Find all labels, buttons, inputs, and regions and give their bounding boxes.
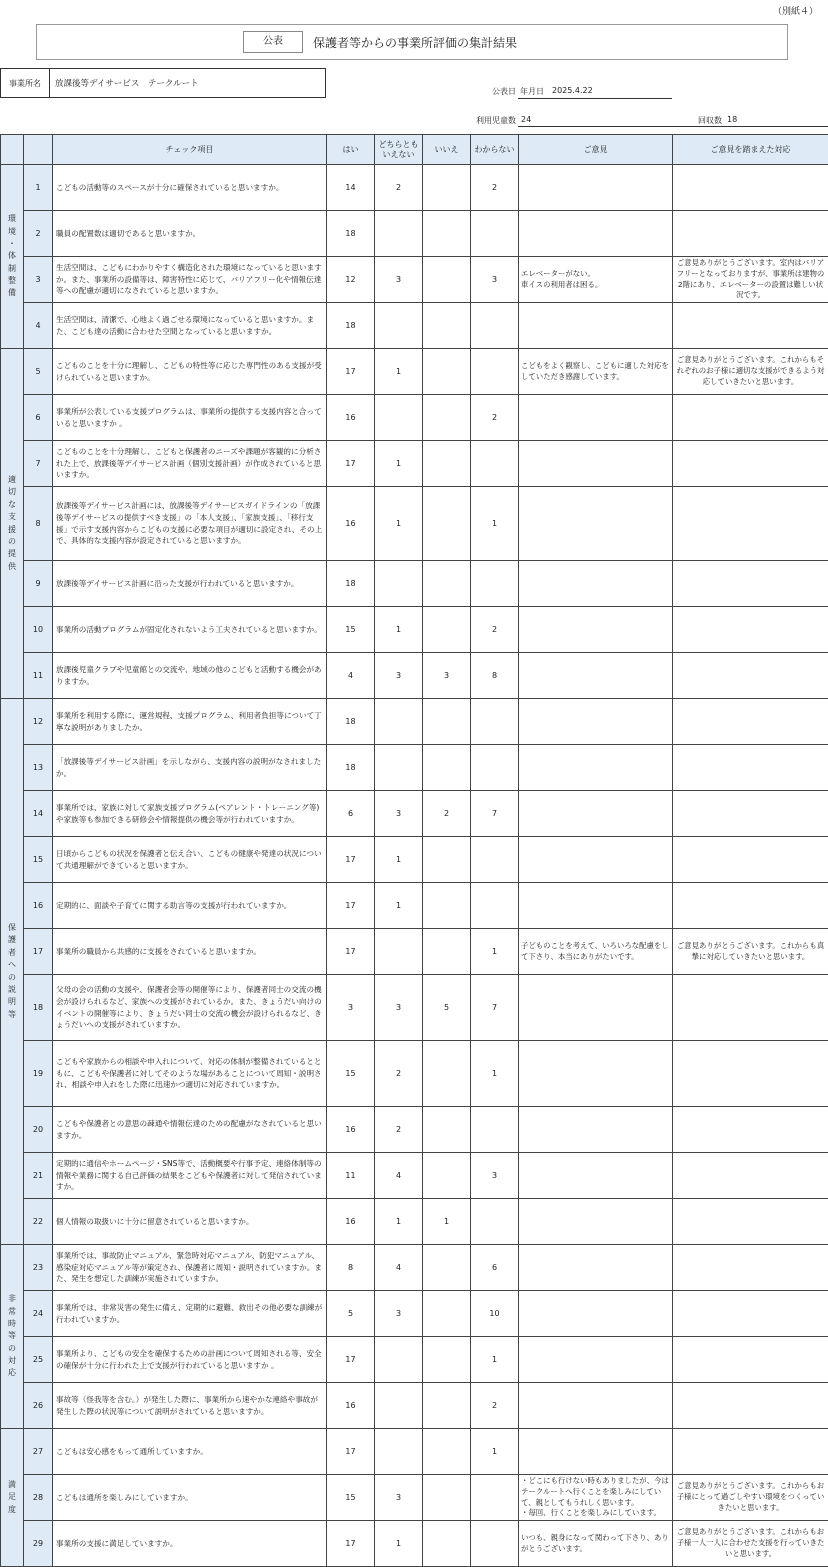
count-yes: 18	[327, 303, 375, 349]
count-neither: 4	[375, 1153, 423, 1199]
row-number: 29	[24, 1521, 53, 1567]
count-no	[423, 1383, 471, 1429]
count-no	[423, 883, 471, 929]
header-check-item: チェック項目	[53, 135, 327, 165]
count-unknown	[471, 745, 519, 791]
count-yes: 17	[327, 1521, 375, 1567]
count-unknown	[471, 211, 519, 257]
response	[673, 211, 828, 257]
count-yes: 16	[327, 1107, 375, 1153]
response	[673, 303, 828, 349]
response	[673, 653, 828, 699]
table-row	[1, 395, 828, 441]
table-row	[1, 211, 828, 257]
response	[673, 1245, 828, 1291]
check-item: 生活空間は、こどもにわかりやすく構造化された環境になっていると思いますか。また、事業所の設備等は、障害特性に応じて、バリアフリー化や情報伝達等への配慮が適切になされていると思いますか。	[53, 257, 327, 303]
count-no	[423, 745, 471, 791]
response	[673, 837, 828, 883]
count-no	[423, 1245, 471, 1291]
table-row	[1, 607, 828, 653]
row-number: 6	[24, 395, 53, 441]
count-unknown	[471, 1107, 519, 1153]
response	[673, 699, 828, 745]
opinion	[519, 561, 673, 607]
opinion: エレベーターがない。 車イスの利用者は困る。	[519, 257, 673, 303]
count-no	[423, 349, 471, 395]
count-unknown: 8	[471, 653, 519, 699]
count-neither: 1	[375, 607, 423, 653]
count-no	[423, 561, 471, 607]
opinion	[519, 607, 673, 653]
count-unknown: 10	[471, 1291, 519, 1337]
count-no	[423, 1521, 471, 1567]
count-yes: 3	[327, 975, 375, 1041]
count-unknown: 1	[471, 1041, 519, 1107]
page-title: 保護者等からの事業所評価の集計結果	[313, 34, 517, 51]
opinion	[519, 975, 673, 1041]
count-neither: 3	[375, 1291, 423, 1337]
table-row	[1, 487, 828, 561]
table-row	[1, 1291, 828, 1337]
count-no	[423, 929, 471, 975]
table-row	[1, 1521, 828, 1567]
table-row	[1, 1107, 828, 1153]
category-label: 満 足 度	[8, 1480, 16, 1514]
count-neither: 3	[375, 653, 423, 699]
opinion	[519, 1383, 673, 1429]
table-row	[1, 837, 828, 883]
table-row	[1, 1337, 828, 1383]
row-number: 1	[24, 165, 53, 211]
published-date-label: 年月日	[520, 86, 544, 97]
table-row	[1, 653, 828, 699]
row-number: 25	[24, 1337, 53, 1383]
row-number: 17	[24, 929, 53, 975]
category-label: 保 護 者 へ の 説 明 等	[8, 923, 16, 1019]
check-item: 定期的に通信やホームページ・SNS等で、活動概要や行事予定、連絡体制等の情報や業務に関する自己評価の結果をこどもや保護者に対して発信されていますか。	[53, 1153, 327, 1199]
published-underline	[518, 98, 672, 99]
count-no	[423, 257, 471, 303]
row-number: 10	[24, 607, 53, 653]
count-neither	[375, 395, 423, 441]
table-row	[1, 975, 828, 1041]
row-number: 21	[24, 1153, 53, 1199]
count-yes: 18	[327, 699, 375, 745]
users-count: 24	[521, 115, 531, 124]
response	[673, 561, 828, 607]
count-unknown	[471, 441, 519, 487]
header-no: いいえ	[423, 135, 471, 165]
count-neither: 1	[375, 883, 423, 929]
header-yes: はい	[327, 135, 375, 165]
table-row	[1, 441, 828, 487]
opinion	[519, 699, 673, 745]
check-item: 事業所では、非常災害の発生に備え、定期的に避難、救出その他必要な訓練が行われていますか。	[53, 1291, 327, 1337]
count-yes: 17	[327, 1429, 375, 1475]
header-neither: どちらとも いえない	[375, 135, 423, 165]
opinion	[519, 653, 673, 699]
opinion: いつも、親身になって関わって下さり、ありがとうございます。	[519, 1521, 673, 1567]
count-no	[423, 303, 471, 349]
check-item: こどもは通所を楽しみにしていますか。	[53, 1475, 327, 1521]
count-yes: 8	[327, 1245, 375, 1291]
check-item: こどもや家族からの相談や申入れについて、対応の体制が整備されているとともに、こどもや保護者に対してそのような場があることについて周知・説明され、相談や申入れをした際に迅速かつ適切に対応されていますか。	[53, 1041, 327, 1107]
evaluation-table	[0, 134, 828, 1567]
count-neither	[375, 699, 423, 745]
row-number: 14	[24, 791, 53, 837]
count-no	[423, 165, 471, 211]
count-no	[423, 211, 471, 257]
response: ご意見ありがとうございます。室内はバリアフリーとなっておりますが、事業所は建物の2階にあり、エレベーターの設置は難しい状況です。	[673, 257, 828, 303]
check-item: 事業所では、事故防止マニュアル、緊急時対応マニュアル、防犯マニュアル、感染症対応マニュアル等が策定され、保護者に周知・説明されていますか。また、発生を想定した訓練が実施されていますか。	[53, 1245, 327, 1291]
opinion	[519, 1337, 673, 1383]
count-unknown	[471, 699, 519, 745]
response	[673, 975, 828, 1041]
responses-underline	[672, 126, 828, 127]
count-unknown: 1	[471, 487, 519, 561]
check-item: こどもは安心感をもって通所していますか。	[53, 1429, 327, 1475]
count-yes: 16	[327, 1199, 375, 1245]
response	[673, 1337, 828, 1383]
count-neither: 1	[375, 1521, 423, 1567]
count-no: 3	[423, 653, 471, 699]
office-box	[0, 68, 326, 98]
responses-label: 回収数	[698, 115, 722, 126]
count-unknown: 2	[471, 395, 519, 441]
table-row	[1, 1475, 828, 1521]
table-row	[1, 1199, 828, 1245]
opinion	[519, 1429, 673, 1475]
response	[673, 1429, 828, 1475]
count-unknown: 2	[471, 1383, 519, 1429]
count-neither	[375, 1383, 423, 1429]
row-number: 24	[24, 1291, 53, 1337]
count-neither: 1	[375, 1199, 423, 1245]
check-item: 個人情報の取扱いに十分に留意されていると思いますか。	[53, 1199, 327, 1245]
count-neither: 2	[375, 1041, 423, 1107]
row-number: 26	[24, 1383, 53, 1429]
count-unknown: 3	[471, 1153, 519, 1199]
check-item: 日頃からこどもの状況を保護者と伝え合い、こどもの健康や発達の状況について共通理解ができていると思いますか。	[53, 837, 327, 883]
count-neither: 1	[375, 349, 423, 395]
check-item: 定期的に、面談や子育てに関する助言等の支援が行われていますか。	[53, 883, 327, 929]
count-unknown: 1	[471, 1429, 519, 1475]
count-unknown: 7	[471, 791, 519, 837]
count-no	[423, 1429, 471, 1475]
row-number: 5	[24, 349, 53, 395]
opinion	[519, 395, 673, 441]
count-unknown: 2	[471, 607, 519, 653]
count-neither: 3	[375, 1475, 423, 1521]
count-unknown: 6	[471, 1245, 519, 1291]
check-item: 職員の配置数は適切であると思いますか。	[53, 211, 327, 257]
count-no	[423, 487, 471, 561]
count-yes: 17	[327, 837, 375, 883]
response: ご意見ありがとうございます。これからもそれぞれのお子様に適切な支援ができるよう対応していきたいと思います。	[673, 349, 828, 395]
table-row	[1, 1245, 828, 1291]
count-no	[423, 1337, 471, 1383]
category-label: 適 切 な 支 援 の 提 供	[8, 475, 16, 571]
category-label: 環 境 ・ 体 制 整 備	[8, 214, 16, 297]
row-number: 13	[24, 745, 53, 791]
count-neither: 2	[375, 165, 423, 211]
count-no: 5	[423, 975, 471, 1041]
count-no	[423, 1291, 471, 1337]
row-number: 7	[24, 441, 53, 487]
opinion	[519, 883, 673, 929]
response: ご意見ありがとうございます。これからもお子様一人一人に合わせた支援を行っていきたいと思います。	[673, 1521, 828, 1567]
count-no	[423, 441, 471, 487]
count-neither	[375, 561, 423, 607]
count-unknown	[471, 1475, 519, 1521]
response	[673, 165, 828, 211]
response	[673, 487, 828, 561]
count-unknown: 1	[471, 1337, 519, 1383]
count-no	[423, 1475, 471, 1521]
check-item: 事故等（怪我等を含む。）が発生した際に、事業所から速やかな連絡や事故が発生した際の状況等について説明がされていると思いますか。	[53, 1383, 327, 1429]
check-item: 事業所の支援に満足していますか。	[53, 1521, 327, 1567]
check-item: 父母の会の活動の支援や、保護者会等の開催等により、保護者同士の交流の機会が設けられるなど、家族への支援がされているか。また、きょうだい向けのイベントの開催等により、きょうだい同士の交流の機会が設けられるなど、きょうだいへの支援がされていますか。	[53, 975, 327, 1041]
count-no	[423, 1107, 471, 1153]
row-number: 15	[24, 837, 53, 883]
table-row	[1, 745, 828, 791]
count-unknown	[471, 303, 519, 349]
category-cell	[1, 349, 24, 699]
response	[673, 1153, 828, 1199]
check-item: 放課後等デイサービス計画に沿った支援が行われていると思いますか。	[53, 561, 327, 607]
category-cell	[1, 1429, 24, 1567]
check-item: こどもの活動等のスペースが十分に確保されていると思いますか。	[53, 165, 327, 211]
count-unknown	[471, 1199, 519, 1245]
table-row	[1, 349, 828, 395]
row-number: 12	[24, 699, 53, 745]
count-yes: 6	[327, 791, 375, 837]
row-number: 11	[24, 653, 53, 699]
count-yes: 17	[327, 441, 375, 487]
check-item: こどもや保護者との意思の疎通や情報伝達のための配慮がなされていると思いますか。	[53, 1107, 327, 1153]
check-item: 放課後等デイサービス計画には、放課後等デイサービスガイドラインの「放課後等デイサービスの提供すべき支援」の「本人支援」、「家族支援」、「移行支援」で示す支援内容からこどもの支援に必要な項目が適切に設定され、その上で、具体的な支援内容が設定されていると思いますか。	[53, 487, 327, 561]
count-no	[423, 395, 471, 441]
opinion	[519, 441, 673, 487]
count-yes: 5	[327, 1291, 375, 1337]
published-label: 公表日	[492, 86, 516, 97]
table-row	[1, 1041, 828, 1107]
count-neither: 1	[375, 487, 423, 561]
opinion: ・どこにも行けない時もありましたが、今はテークルートへ行くことを楽しみにしていて、親としてもうれしく思います。 ・毎回、行くことを楽しみにしています。	[519, 1475, 673, 1521]
count-unknown	[471, 837, 519, 883]
count-yes: 16	[327, 395, 375, 441]
published-date: 2025.4.22	[552, 86, 593, 95]
office-name: 放課後等デイサービス テークルート	[50, 69, 199, 97]
count-unknown: 1	[471, 929, 519, 975]
row-number: 8	[24, 487, 53, 561]
opinion	[519, 1199, 673, 1245]
row-number: 20	[24, 1107, 53, 1153]
count-unknown	[471, 349, 519, 395]
opinion: こどもをよく観察し、こどもに適した対応をしていただき感謝しています。	[519, 349, 673, 395]
count-neither	[375, 745, 423, 791]
opinion	[519, 837, 673, 883]
header-category	[1, 135, 24, 165]
table-row	[1, 699, 828, 745]
check-item: 事業所では、家族に対して家族支援プログラム(ペアレント・トレーニング等)や家族等も参加できる研修会や情報提供の機会等が行われていますか。	[53, 791, 327, 837]
count-yes: 11	[327, 1153, 375, 1199]
count-yes: 18	[327, 561, 375, 607]
response	[673, 441, 828, 487]
category-cell	[1, 699, 24, 1245]
count-no: 2	[423, 791, 471, 837]
count-yes: 18	[327, 211, 375, 257]
title-box	[36, 24, 788, 60]
count-yes: 4	[327, 653, 375, 699]
response	[673, 1291, 828, 1337]
response	[673, 745, 828, 791]
check-item: 「放課後等デイサービス計画」を示しながら、支援内容の説明がなされましたか。	[53, 745, 327, 791]
row-number: 9	[24, 561, 53, 607]
opinion	[519, 1153, 673, 1199]
row-number: 22	[24, 1199, 53, 1245]
count-yes: 17	[327, 883, 375, 929]
check-item: 事業所が公表している支援プログラムは、事業所の提供する支援内容と合っていると思いますか 。	[53, 395, 327, 441]
opinion	[519, 1245, 673, 1291]
table-row	[1, 561, 828, 607]
office-label: 事業所名	[1, 69, 50, 97]
count-neither	[375, 929, 423, 975]
count-yes: 16	[327, 1383, 375, 1429]
count-yes: 12	[327, 257, 375, 303]
row-number: 27	[24, 1429, 53, 1475]
count-neither: 3	[375, 257, 423, 303]
count-no: 1	[423, 1199, 471, 1245]
opinion	[519, 791, 673, 837]
response	[673, 1383, 828, 1429]
header-response: ご意見を踏まえた対応	[673, 135, 828, 165]
response	[673, 607, 828, 653]
check-item: 事業所を利用する際に、運営規程、支援プログラム、利用者負担等について丁寧な説明がありましたか。	[53, 699, 327, 745]
count-neither: 1	[375, 441, 423, 487]
table-row	[1, 883, 828, 929]
count-neither: 4	[375, 1245, 423, 1291]
count-yes: 17	[327, 1337, 375, 1383]
count-neither: 3	[375, 791, 423, 837]
count-no	[423, 699, 471, 745]
category-cell	[1, 165, 24, 349]
count-no	[423, 837, 471, 883]
row-number: 2	[24, 211, 53, 257]
opinion	[519, 1291, 673, 1337]
count-unknown: 3	[471, 257, 519, 303]
count-unknown	[471, 561, 519, 607]
check-item: こどものことを十分に理解し、こどもの特性等に応じた専門性のある支援が受けられていると思いますか。	[53, 349, 327, 395]
count-yes: 14	[327, 165, 375, 211]
count-unknown	[471, 883, 519, 929]
count-neither: 1	[375, 837, 423, 883]
row-number: 18	[24, 975, 53, 1041]
row-number: 19	[24, 1041, 53, 1107]
responses-count: 18	[727, 115, 737, 124]
count-neither: 3	[375, 975, 423, 1041]
row-number: 28	[24, 1475, 53, 1521]
check-item: こどものことを十分理解し、こどもと保護者のニーズや課題が客観的に分析された上で、放課後等デイサービス計画（個別支援計画）が作成されていると思いますか。	[53, 441, 327, 487]
count-neither	[375, 1429, 423, 1475]
count-neither	[375, 1337, 423, 1383]
count-neither: 2	[375, 1107, 423, 1153]
category-cell	[1, 1245, 24, 1429]
opinion: 子どものことを考えて、いろいろな配慮をして下さり、本当にありがたいです。	[519, 929, 673, 975]
table-row	[1, 303, 828, 349]
count-neither	[375, 211, 423, 257]
annex-label: （別紙４）	[773, 4, 818, 17]
category-label: 非 常 時 等 の 対 応	[8, 1294, 16, 1377]
count-unknown: 2	[471, 165, 519, 211]
count-neither	[375, 303, 423, 349]
table-row	[1, 929, 828, 975]
response: ご意見ありがとうございます。これからも真摯に対応していきたいと思います。	[673, 929, 828, 975]
check-item: 事業所の活動プログラムが固定化されないよう工夫されていると思いますか。	[53, 607, 327, 653]
table-row	[1, 1153, 828, 1199]
opinion	[519, 1107, 673, 1153]
opinion	[519, 1041, 673, 1107]
count-yes: 17	[327, 929, 375, 975]
header-unknown: わからない	[471, 135, 519, 165]
check-item: 事業所より、こどもの安全を確保するための計画について周知される等、安全の確保が十分に行われた上で支援が行われていると思いますか 。	[53, 1337, 327, 1383]
opinion	[519, 303, 673, 349]
response	[673, 395, 828, 441]
table-row	[1, 1429, 828, 1475]
table-row	[1, 257, 828, 303]
count-yes: 17	[327, 349, 375, 395]
count-yes: 16	[327, 487, 375, 561]
public-badge: 公表	[243, 31, 303, 53]
users-label: 利用児童数	[476, 115, 516, 126]
table-row	[1, 1383, 828, 1429]
count-no	[423, 607, 471, 653]
check-item: 放課後児童クラブや児童館との交流や、地域の他のこどもと活動する機会がありますか。	[53, 653, 327, 699]
opinion	[519, 487, 673, 561]
count-yes: 15	[327, 607, 375, 653]
users-underline	[518, 126, 672, 127]
count-yes: 15	[327, 1041, 375, 1107]
row-number: 23	[24, 1245, 53, 1291]
count-no	[423, 1041, 471, 1107]
response	[673, 1041, 828, 1107]
row-number: 3	[24, 257, 53, 303]
count-yes: 15	[327, 1475, 375, 1521]
response	[673, 1199, 828, 1245]
check-item: 事業所の職員から共感的に支援をされていると思いますか。	[53, 929, 327, 975]
count-yes: 18	[327, 745, 375, 791]
count-no	[423, 1153, 471, 1199]
opinion	[519, 211, 673, 257]
response	[673, 1107, 828, 1153]
header-number	[24, 135, 53, 165]
row-number: 16	[24, 883, 53, 929]
response	[673, 791, 828, 837]
table-row	[1, 165, 828, 211]
header-row	[1, 135, 828, 165]
opinion	[519, 165, 673, 211]
header-opinion: ご意見	[519, 135, 673, 165]
table-row	[1, 791, 828, 837]
count-unknown: 7	[471, 975, 519, 1041]
response: ご意見ありがとうございます。これからもお子様にとって過ごしやすい環境をつくっていきたいと思います。	[673, 1475, 828, 1521]
check-item: 生活空間は、清潔で、心地よく過ごせる環境になっていると思いますか。また、こども達の活動に合わせた空間となっていると思いますか。	[53, 303, 327, 349]
response	[673, 883, 828, 929]
count-unknown	[471, 1521, 519, 1567]
row-number: 4	[24, 303, 53, 349]
opinion	[519, 745, 673, 791]
